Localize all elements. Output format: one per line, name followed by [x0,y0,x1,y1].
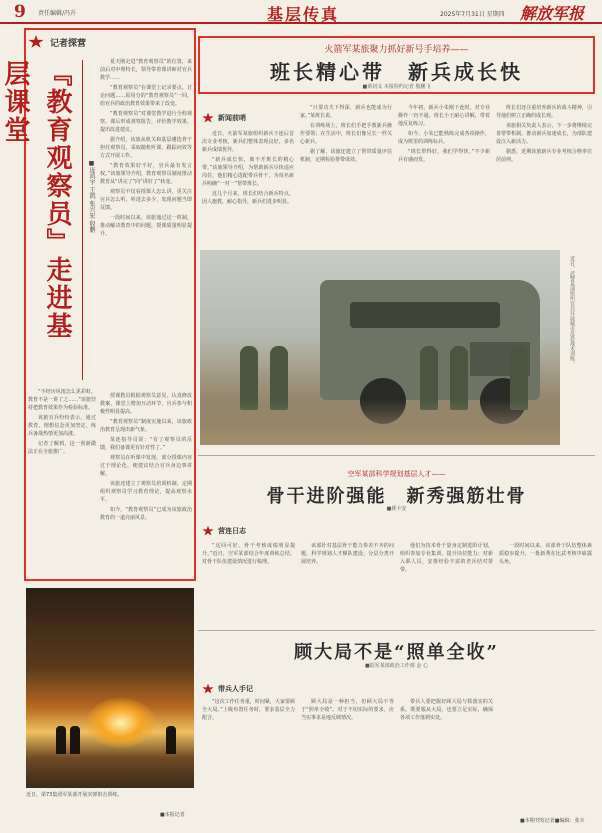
bottom-article-body [202,698,592,812]
left-article-col2 [100,392,192,577]
paragraph: “这次工作任务重，时间紧，大家要顾全大局。”上级布置任务时，要求基层全力配合。 [202,699,295,721]
kicker-label: 记者探营 [50,38,87,49]
paragraph: “教育观察员”制度实施以来，该旅政治教育呈现出新气象。 [100,419,192,433]
paragraph: 授课教员根据观察员意见，认真修改教案，课堂上增加互动环节，官兵参与积极性明显提高。 [100,393,192,415]
soldier-silhouette [56,726,66,754]
paragraph: 据介绍，该旅从机关和基层遴选骨干担任观察员，采取随机听课、跟踪问效等方式开展工作。 [100,137,192,159]
section-divider [198,455,595,456]
paragraph: 夏天刚走进“教育观察员”的位置，来前后对中理特长，领导带着课讲师对官兵教学…… [100,59,192,81]
vehicle-window [350,302,500,328]
page-number: 9 [14,2,26,22]
left-article-byline: ■庞鸿宇 王凯 张兴宏 殷鹏 [88,160,95,233]
paragraph: 如今，小朱已能熟练完成各项操作，成为班里的训练标兵。 [398,131,490,145]
paragraph: 这几个月来，班长们结合新兵特点，因人施教，耐心指导，新兵们进步明显。 [202,191,294,205]
top-article-col2 [300,104,392,245]
star-icon [28,35,44,49]
paragraph: “不经历风雨怎么见彩虹，教育不是一讲了之……”该旅坚持把教育效果作为检验标准。 [28,389,96,411]
headline-divider [82,60,83,380]
paragraph: 带兵人要把握好顾大局与抓落实的关系，既要服从大局，也要立足实际，确保各项工作落到实处。 [400,699,493,721]
paragraph: 班长们还注重培养新兵的战斗精神，引导他们树立正确的成长观。 [496,105,592,119]
paragraph: 据了解，该旅还建立了帮带质量评估机制，定期检验帮带成效。 [300,149,392,163]
soldier-silhouette [166,726,176,754]
kicker-label: 营连日志 [218,527,246,535]
paragraph: “教育观察员”在课堂上记录要点、讨论问题……原用分的“教育观察员”一回，给官兵的政治教育效果带来了改变。 [100,85,192,107]
issue-date: 2025年7月31日 星期四 [440,11,505,18]
paragraph: “教育观察员”对课堂教学进行全程观察，课后形成观察报告，评价教学效果，提出改进建议。 [100,111,192,133]
kicker-label: 新闻前哨 [218,114,246,122]
bottom-article-headline: 顾大局不是“照单全收” [294,642,499,663]
bottom-photo-credit: ■本报记者 [160,812,185,818]
top-article-col1 [202,130,294,245]
paragraph: 今年初，新兵小朱刚下连时，对专业操作一窍不通。班长小王耐心讲解，带着他反复练习。 [398,105,490,127]
bottom-article-kicker [202,683,253,695]
mid-article-headline: 骨干进阶强能 新秀强筋壮骨 [266,486,527,507]
left-article-headline: 『教育观察员』走进基层课堂 [0,60,72,340]
paragraph: 该部针对基层骨干能力参差不齐的问题，科学规划人才梯队建设，分层分类开展培养。 [301,543,394,565]
paragraph: 观察员在听课中发现，部分授课内容过于理论化，便建议结合官兵身边事讲解。 [100,455,192,477]
top-article-col3 [398,104,490,245]
left-article-col3 [28,388,96,577]
top-article-headline: 班长精心带 新兵成长快 [270,60,523,84]
editor-credit: 责任编辑/冯升 [38,10,77,17]
paragraph: 据悉，近期该旅新兵专业考核合格率位居前列。 [496,149,592,163]
left-article-col1 [100,58,192,388]
mid-article-subhead: 空军某部科学规划基层人才—— [347,470,446,478]
star-icon [202,526,214,537]
paragraph: 观察员不仅看授课人怎么讲，更关注官兵怎么听、听进去多少，发现问题当即反馈。 [100,189,192,211]
paragraph: 该旅还建立了观察员培训机制，定期组织观察员学习教育理论，提高观察水平。 [100,481,192,503]
live-fire-photo [26,588,194,788]
star-icon [202,684,214,695]
paragraph: 该旅官兵纷纷表示，通过教育，理想信念更加坚定，练兵备战热情更加高涨。 [28,415,96,437]
page-header [0,0,602,24]
paragraph: 一段时间以来，该部骨干队伍整体素质稳步提升，一批新秀在比武考核中崭露头角。 [499,543,592,565]
paragraph: “这回可好，骨干考核成绩明显提升。”近日，空军某部结合年度训练总结，对骨干队伍建设情况进行梳理。 [202,543,295,565]
paragraph: 他们为技术骨干量身定制进阶计划，组织参加专业集训，提升岗位能力；对新入职人员，安排经验丰富的老兵结对帮带。 [400,543,493,573]
mid-article-byline: ■姚卡安 [386,506,407,512]
issue-footnote: ■本期刊发记者■编辑：张卉 [520,818,585,824]
paragraph: 某连指导员说：“有了观察员的反馈，我们备课更有针对性了。” [100,437,192,451]
paragraph: 如今，“教育观察员”已成为该旅政治教育的一道亮丽风景。 [100,507,192,521]
paragraph: 一段时间以来，该旅通过这一机制，推动解决教育中的问题，授课质量明显提升。 [100,215,192,237]
top-article-subhead: 火箭军某旅聚力抓好新号手培养—— [324,45,469,55]
paragraph: “班长带得好，我们学得快。”不少新兵有感而发。 [398,149,490,163]
paragraph: 在训练场上，班长们手把手教新兵操作要领；在生活中，班长们像兄长一样关心新兵。 [300,123,392,145]
newspaper-logo: 解放军报 [520,4,585,23]
top-article-col4 [496,104,592,245]
paragraph: “教育效果好不好，官兵最有发言权。”该旅领导介绍，教育观察员制度推动教育从“讲完了”向“讲好了”转变。 [100,163,192,185]
explosion [86,698,156,748]
section-divider [198,630,595,631]
bottom-article-byline: ■陆军某部政治工作部 金 心 [365,663,428,669]
photo-caption: 近日，武警某部组织官兵开展城市反恐战术训练。 [569,256,575,366]
mid-article-body [202,542,592,622]
paragraph: “新兵成长快，离不开班长的精心带。”该旅领导介绍，为帮助新兵尽快适应岗位，他们精心选配带兵骨干，为每名新兵明确“一对一”帮带班长。 [202,157,294,187]
paragraph: 顾大局是一种担当，但顾大局不等于“照单全收”。对于不切实际的要求，应当实事求是地反映情况。 [301,699,394,721]
top-article-kicker [202,112,246,124]
left-article-kicker [28,34,86,50]
mid-article-kicker [202,525,246,537]
paragraph: 近日，火箭军某旅组织新兵下连后首次专业考核，新兵们整体表现良好，多名新兵成绩优异。 [202,131,294,153]
kicker-label: 带兵人手记 [218,685,253,693]
paragraph: 该旅相关负责人表示，下一步将继续完善帮带机制，推动新兵加速成长，为部队建设注入新活力。 [496,123,592,145]
bottom-photo-caption: 近日，第73集团军某部开展实弹射击训练。 [26,792,123,798]
dust-cloud [200,400,560,445]
armored-vehicle-photo [200,250,560,445]
paragraph: “只要功夫下得深，新兵也能成为行家。”某班长说。 [300,105,392,119]
soldier-silhouette [70,726,80,754]
paragraph: 记者了解到，这一创新做法正在全旅推广。 [28,441,96,455]
top-article-byline: ■黄钊义 本报特约记者 殷鹏飞 [362,84,431,90]
star-icon [202,113,214,124]
section-title: 基层传真 [266,5,339,24]
